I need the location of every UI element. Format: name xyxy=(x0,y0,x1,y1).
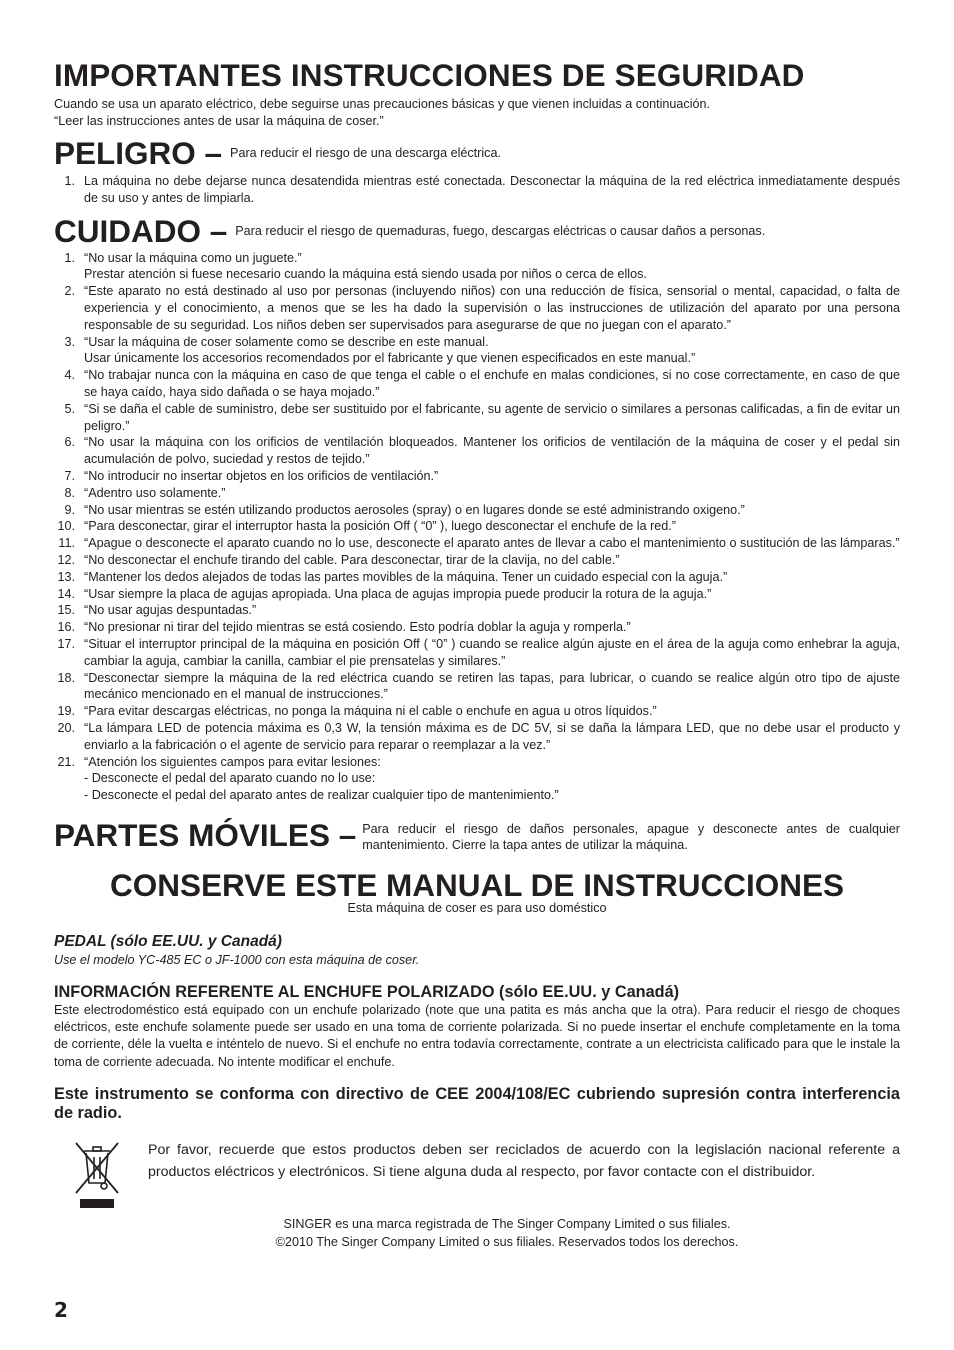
page-number: 2 xyxy=(54,1298,68,1322)
conserve-title: CONSERVE ESTE MANUAL DE INSTRUCCIONES xyxy=(110,866,844,903)
intro-line-2: “Leer las instrucciones antes de usar la máquina de coser.” xyxy=(54,113,384,128)
item-text: La máquina no debe dejarse nunca desatendida mientras esté conectada. Desconectar la máquina de la red eléctrica inmediatamente después de su uso y antes de limpiarla. xyxy=(84,174,900,205)
cuidado-heading: CUIDADO – xyxy=(54,212,228,249)
item-text: “Usar siempre la placa de agujas apropiada. Una placa de agujas impropia puede producir la rotura de la aguja.” xyxy=(84,586,712,601)
item-number: 15. xyxy=(57,603,75,618)
recycle-text: Por favor, recuerde que estos productos deben ser reciclados de acuerdo con la legislación nacional referente a productos eléctricos y electrónicos. Si tiene alguna duda al respecto, por favor contacte con el distribuidor. xyxy=(148,1141,900,1181)
list-item xyxy=(54,670,900,704)
copyright-line: ©2010 The Singer Company Limited o sus filiales. Reservados todos los derechos. xyxy=(275,1234,739,1249)
item-subtext: - Desconecte el pedal del aparato cuando no lo use: xyxy=(84,771,376,786)
list-item xyxy=(54,401,900,435)
item-text: “No usar mientras se estén utilizando productos aerosoles (spray) o en lugares donde se esté administrando oxigeno.” xyxy=(84,502,745,517)
item-text: “La lámpara LED de potencia máxima es 0,3 W, la tensión máxima es de DC 5V, si se daña la lámpara LED, que no debe usar el producto y enviarlo a la fabricación o el agente de servicio para reparar o reemplazar a la vez.” xyxy=(84,720,900,752)
item-text: “Desconectar siempre la máquina de la red eléctrica cuando se retiren las tapas, para lubricar, o cuando se realice algún otro tipo de ajuste mecánico mencionado en el manual de instrucciones.” xyxy=(84,670,900,702)
polarized-plug-title: INFORMACIÓN REFERENTE AL ENCHUFE POLARIZADO (sólo EE.UU. y Canadá) xyxy=(54,982,680,1001)
intro-line-1: Cuando se usa un aparato eléctrico, debe seguirse unas precauciones básicas y que vienen incluidas a continuación. xyxy=(54,97,711,111)
item-subtext: Usar únicamente los accesorios recomendados por el fabricante y que vienen especificados en este manual.” xyxy=(84,351,696,366)
list-item xyxy=(54,468,900,485)
item-number: 21. xyxy=(57,754,75,769)
item-number: 10. xyxy=(57,519,75,534)
item-text: “No usar la máquina con los orificios de ventilación bloqueados. Mantener los orificios de ventilación de la máquina de coser y el pedal sin acumulación de polvo, suciedad y restos de tejido.” xyxy=(84,435,900,467)
cuidado-list xyxy=(54,250,900,804)
peligro-list xyxy=(54,173,900,207)
list-item xyxy=(54,552,900,569)
item-text: “No trabajar nunca con la máquina en caso de que tenga el cable o el enchufe en malas condiciones, si no cose correctamente, en caso de que se haya caído, haya sido dañada o se haya mojado.” xyxy=(84,368,900,399)
recycle-notice xyxy=(54,1139,900,1211)
partes-moviles-subtitle: Para reducir el riesgo de daños personales, apague y desconecte antes de cualquier mantenimiento. Cierre la tapa antes de utilizar la máquina. xyxy=(362,821,900,853)
list-item xyxy=(54,173,900,207)
list-item xyxy=(54,602,900,619)
peligro-heading-row xyxy=(54,136,900,170)
item-subtext: Prestar atención si fuese necesario cuando la máquina está siendo usada por niños o cerca de ellos. xyxy=(84,267,647,282)
item-number: 7. xyxy=(64,468,75,483)
item-text: “Para evitar descargas eléctricas, no ponga la máquina ni el cable o enchufe en agua u otros líquidos.” xyxy=(84,704,657,719)
item-number: 5. xyxy=(64,401,75,416)
list-item xyxy=(54,367,900,401)
item-number: 4. xyxy=(64,368,75,383)
item-number: 20. xyxy=(57,720,75,735)
item-number: 11. xyxy=(58,536,75,551)
domestic-use-note: Esta máquina de coser es para uso doméstico xyxy=(347,900,607,915)
footer xyxy=(114,1215,900,1251)
list-item xyxy=(54,569,900,586)
item-text: “Si se daña el cable de suministro, debe ser sustituido por el fabricante, su agente de servicio o similares a personas calificadas, a fin de evitar un peligro.” xyxy=(84,401,900,433)
item-text: “No usar agujas despuntadas.” xyxy=(84,603,257,618)
cee-compliance-statement: Este instrumento se conforma con directivo de CEE 2004/108/EC cubriendo supresión contra interferencia de radio. xyxy=(54,1084,900,1122)
list-item xyxy=(54,586,900,603)
item-text: “Este aparato no está destinado al uso por personas (incluyendo niños) con una reducción de física, sensorial o mental, capacidad, o falta de experiencia y el conocimiento, a menos que se les ha dado la supervisión o las instrucciones de utilización del aparato por una persona responsable de su seguridad. Los niños deben ser supervisados para asegurarse de que no juegan con el aparato.” xyxy=(84,284,900,332)
item-text: “Usar la máquina de coser solamente como se describe en este manual. xyxy=(84,334,489,349)
item-number: 6. xyxy=(64,435,75,450)
item-number: 19. xyxy=(57,704,75,719)
item-text: “No introducir no insertar objetos en los orificios de ventilación.” xyxy=(84,468,439,483)
peligro-heading: PELIGRO – xyxy=(54,135,223,171)
list-item xyxy=(54,485,900,502)
list-item xyxy=(54,434,900,468)
item-number: 2. xyxy=(64,284,75,299)
item-text: “Mantener los dedos alejados de todas las partes movibles de la máquina. Tener un cuidado especial con la aguja.” xyxy=(84,569,728,584)
list-item xyxy=(54,720,900,754)
item-text: “Apague o desconecte el aparato cuando no lo use, desconecte el aparato antes de llevar a cabo el mantenimiento o sustitución de las lámparas.” xyxy=(84,536,900,551)
list-item xyxy=(54,636,900,670)
list-item xyxy=(54,535,900,552)
list-item xyxy=(54,619,900,636)
item-text: “No desconectar el enchufe tirando del cable. Para desconectar, tirar de la clavija, no del cable.” xyxy=(84,552,620,567)
cuidado-subtitle: Para reducir el riesgo de quemaduras, fuego, descargas eléctricas o causar daños a personas. xyxy=(235,223,766,238)
item-number: 1. xyxy=(64,174,75,188)
page-content xyxy=(54,56,900,1251)
item-text: “Para desconectar, girar el interruptor hasta la posición Off ( “0” ), luego desconectar el enchufe de la red.” xyxy=(84,519,676,534)
peligro-subtitle: Para reducir el riesgo de una descarga eléctrica. xyxy=(230,146,501,160)
item-number: 3. xyxy=(64,334,75,349)
item-text: “No presionar ni tirar del tejido mientras se está cosiendo. Esto podría doblar la aguja y romperla.” xyxy=(84,620,631,635)
pedal-title: PEDAL (sólo EE.UU. y Canadá) xyxy=(54,932,282,950)
list-item xyxy=(54,334,900,368)
polarized-plug-text: Este electrodoméstico está equipado con un enchufe polarizado (note que una patita es más ancha que la otra). Para reducir el riesgo de choques eléctricos, este enchufe solamente puede ser usado en una toma de corriente polarizada. Si no puede insertar el enchufe completamente en la toma de corriente, déle la vuelta e inténtelo de nuevo. Si el enchufe no entra todavía correctamente, contrate a un electricista calificado para que le instale la toma de corriente adecuada. No intente modificar el enchufe. xyxy=(54,1002,900,1069)
item-number: 18. xyxy=(57,670,75,685)
crossed-out-wheelie-bin-icon xyxy=(66,1139,128,1211)
item-text: “No usar la máquina como un juguete.” xyxy=(84,250,302,265)
item-number: 13. xyxy=(57,569,75,584)
item-text: “Adentro uso solamente.” xyxy=(84,485,226,500)
item-text: “Atención los siguientes campos para evitar lesiones: xyxy=(84,754,381,769)
list-item xyxy=(54,518,900,535)
item-number: 16. xyxy=(57,620,75,635)
list-item xyxy=(54,502,900,519)
cuidado-heading-row xyxy=(54,214,900,248)
partes-moviles-heading-row xyxy=(54,818,900,854)
item-number: 9. xyxy=(64,502,75,517)
item-number: 12. xyxy=(57,552,75,567)
item-number: 14. xyxy=(57,586,75,601)
item-number: 1. xyxy=(64,250,75,265)
partes-moviles-heading: PARTES MÓVILES – xyxy=(54,816,357,853)
trademark-line: SINGER es una marca registrada de The Singer Company Limited o sus filiales. xyxy=(283,1216,731,1231)
intro xyxy=(54,96,900,129)
list-item xyxy=(54,703,900,720)
item-number: 8. xyxy=(64,485,75,500)
list-item xyxy=(54,283,900,333)
list-item xyxy=(54,250,900,284)
item-subtext: - Desconecte el pedal del aparato antes de realizar cualquier tipo de mantenimiento.” xyxy=(84,788,559,803)
item-number: 17. xyxy=(57,636,75,651)
list-item xyxy=(54,754,900,804)
pedal-text: Use el modelo YC-485 EC o JF-1000 con esta máquina de coser. xyxy=(54,952,420,967)
item-text: “Situar el interruptor principal de la máquina en posición Off ( “0” ) cuando se realice algún ajuste en el área de la aguja como enhebrar la aguja, cambiar la aguja, cambiar la canilla, cambiar el pie prensatelas y similares.” xyxy=(84,636,900,668)
page-title: IMPORTANTES INSTRUCCIONES DE SEGURIDAD xyxy=(54,57,805,93)
